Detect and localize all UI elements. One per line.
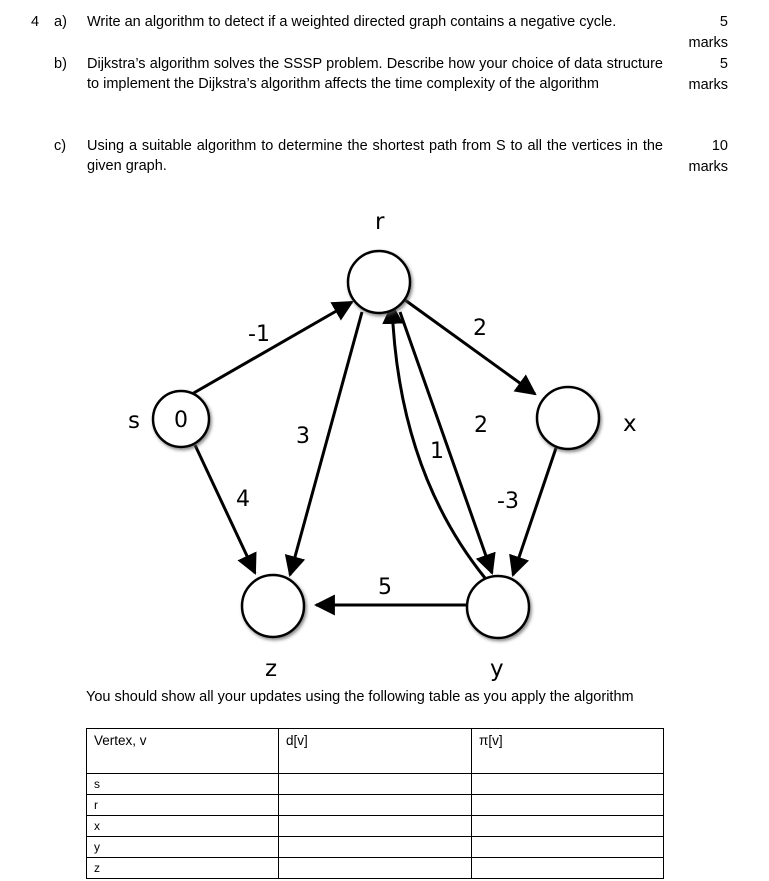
weight-r-x: 2 <box>473 316 487 341</box>
cell-d <box>279 774 472 795</box>
part-b-marks-value: 5 <box>719 56 728 72</box>
row-vertex-s: s <box>87 774 279 795</box>
part-c-text: Using a suitable algorithm to determine the shortest path from S to all the vertices in the given graph. <box>87 138 663 174</box>
weight-x-y: -3 <box>497 489 519 514</box>
vertex-s <box>153 391 209 447</box>
part-c-marks-value: 10 <box>711 138 728 154</box>
weight-s-z: 4 <box>236 487 250 512</box>
vertex-y-label: y <box>490 656 504 682</box>
cell-d <box>279 795 472 816</box>
cell-pi <box>472 774 664 795</box>
vertex-x-label: x <box>623 411 637 437</box>
cell-pi <box>472 816 664 837</box>
vertex-y <box>467 576 529 638</box>
header-predecessor: π[v] <box>472 729 664 774</box>
weight-r-y: 2 <box>474 413 488 438</box>
table-row <box>87 816 664 837</box>
table-header-row <box>87 729 664 774</box>
part-c-marks-unit: marks <box>688 158 728 175</box>
part-b-marks-unit: marks <box>688 76 728 93</box>
cell-pi <box>472 837 664 858</box>
part-a-marks-unit: marks <box>688 34 728 51</box>
part-a-text: Write an algorithm to detect if a weighted directed graph contains a negative cycle. <box>87 14 617 30</box>
row-vertex-y: y <box>87 837 279 858</box>
edge-x-y <box>513 448 556 575</box>
update-table <box>86 728 664 879</box>
cell-pi <box>472 858 664 879</box>
table-row <box>87 774 664 795</box>
header-distance: d[v] <box>279 729 472 774</box>
vertex-x <box>537 387 599 449</box>
header-vertex: Vertex, v <box>87 729 279 774</box>
vertex-z-label: z <box>265 656 278 682</box>
cell-d <box>279 837 472 858</box>
part-a-label: a) <box>54 14 67 30</box>
edge-s-r <box>185 302 352 398</box>
cell-d <box>279 816 472 837</box>
row-vertex-x: x <box>87 816 279 837</box>
weight-y-z: 5 <box>378 575 392 600</box>
weight-s-r: -1 <box>248 322 270 347</box>
cell-d <box>279 858 472 879</box>
part-b-text: Dijkstra’s algorithm solves the SSSP problem. Describe how your choice of data structure to implement the Dijkstra’s algorithm affects the time complexity of the algorithm <box>87 56 663 92</box>
row-vertex-z: z <box>87 858 279 879</box>
vertex-r-label: r <box>375 209 385 235</box>
weight-y-r: 1 <box>430 439 444 464</box>
part-b-label: b) <box>54 56 67 72</box>
vertex-z <box>242 575 304 637</box>
vertex-s-label: s <box>128 408 140 434</box>
weight-r-z: 3 <box>296 424 310 449</box>
vertex-r <box>348 251 410 313</box>
table-instruction: You should show all your updates using the following table as you apply the algorithm <box>86 689 634 705</box>
table-row <box>87 837 664 858</box>
row-vertex-r: r <box>87 795 279 816</box>
part-a-marks-value: 5 <box>719 14 728 30</box>
part-c-label: c) <box>54 138 67 154</box>
cell-pi <box>472 795 664 816</box>
vertex-s-value: 0 <box>174 408 188 433</box>
question-number: 4 <box>31 14 40 30</box>
table-row <box>87 858 664 879</box>
table-row <box>87 795 664 816</box>
